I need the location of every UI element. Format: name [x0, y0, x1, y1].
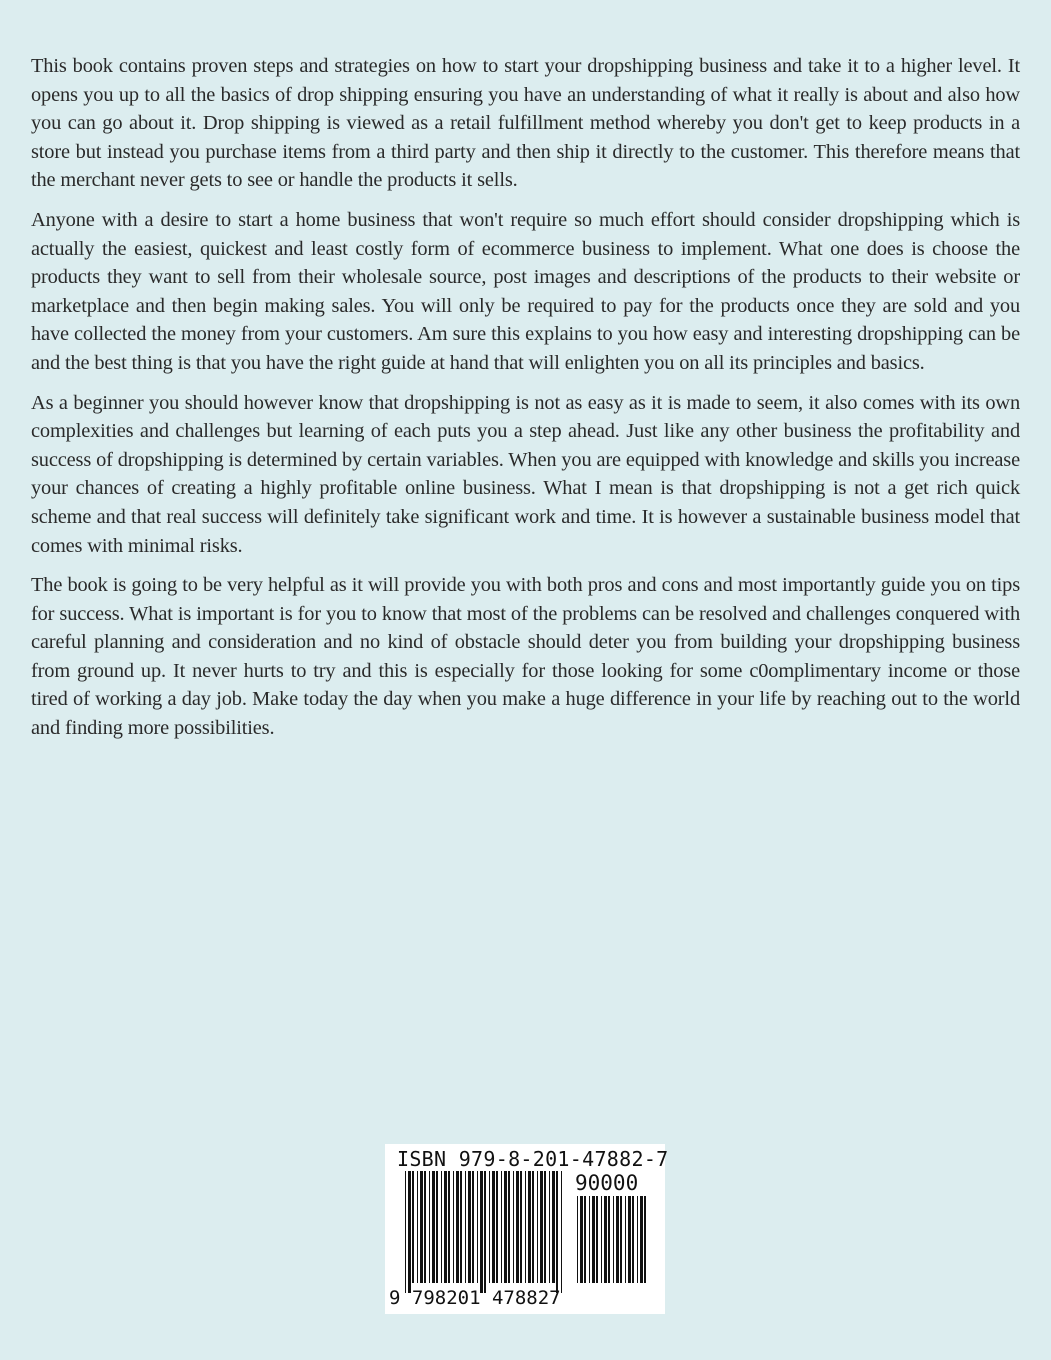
- price-code: 90000: [575, 1171, 639, 1195]
- blurb-paragraph-4: The book is going to be very helpful as it will provide you with both pros and cons and most importantly guide you on tips for success. What is important is for you to know that most of the problems can be resolved and challenges conquered with careful planning and consideration and no kind of obstacle should deter you from building your dropshipping business from ground up. It never hurts to try and this is especially for those looking for some c0omplimentary income or those tired of working a day job. Make today the day when you make a huge difference in your life by reaching out to the world and finding more possibilities.: [31, 574, 1020, 740]
- barcode-digits: 9 798201 478827: [389, 1287, 561, 1309]
- addon-barcode-bars: [577, 1196, 647, 1286]
- ean-barcode-bars: [405, 1171, 575, 1295]
- blurb-paragraph-1: This book contains proven steps and strategies on how to start your dropshipping business and take it to a higher level. It opens you up to all the basics of drop shipping ensuring you have an understanding of what it really is about and also how you can go about it. Drop shipping is viewed as a retail fulfillment method whereby you don't get to keep products in a store but instead you purchase items from a third party and then ship it directly to the customer. This therefore means that the merchant never gets to see or handle the products it sells.: [31, 55, 1020, 192]
- back-cover-blurb: [31, 52, 1020, 754]
- blurb-paragraph-2: Anyone with a desire to start a home business that won't require so much effort should consider dropshipping which is actually the easiest, quickest and least costly form of ecommerce business to implement. What one does is choose the products they want to sell from their wholesale source, post images and descriptions of the products to their website or marketplace and then begin making sales. You will only be required to pay for the products once they are sold and you have collected the money from your customers. Am sure this explains to you how easy and interesting dropshipping can be and the best thing is that you have the right guide at hand that will enlighten you on all its principles and basics.: [31, 208, 1020, 374]
- blurb-paragraph-3: As a beginner you should however know that dropshipping is not as easy as it is made to seem, it also comes with its own complexities and challenges but learning of each puts you a step ahead. Just like any other business the profitability and success of dropshipping is determined by certain variables. When you are equipped with knowledge and skills you increase your chances of creating a highly profitable online business. What I mean is that dropshipping is not a get rich quick scheme and that real success will definitely take significant work and time. It is however a sustainable business model that comes with minimal risks.: [31, 391, 1020, 557]
- isbn-label: ISBN 979-8-201-47882-7: [397, 1147, 669, 1171]
- isbn-barcode: [385, 1144, 669, 1314]
